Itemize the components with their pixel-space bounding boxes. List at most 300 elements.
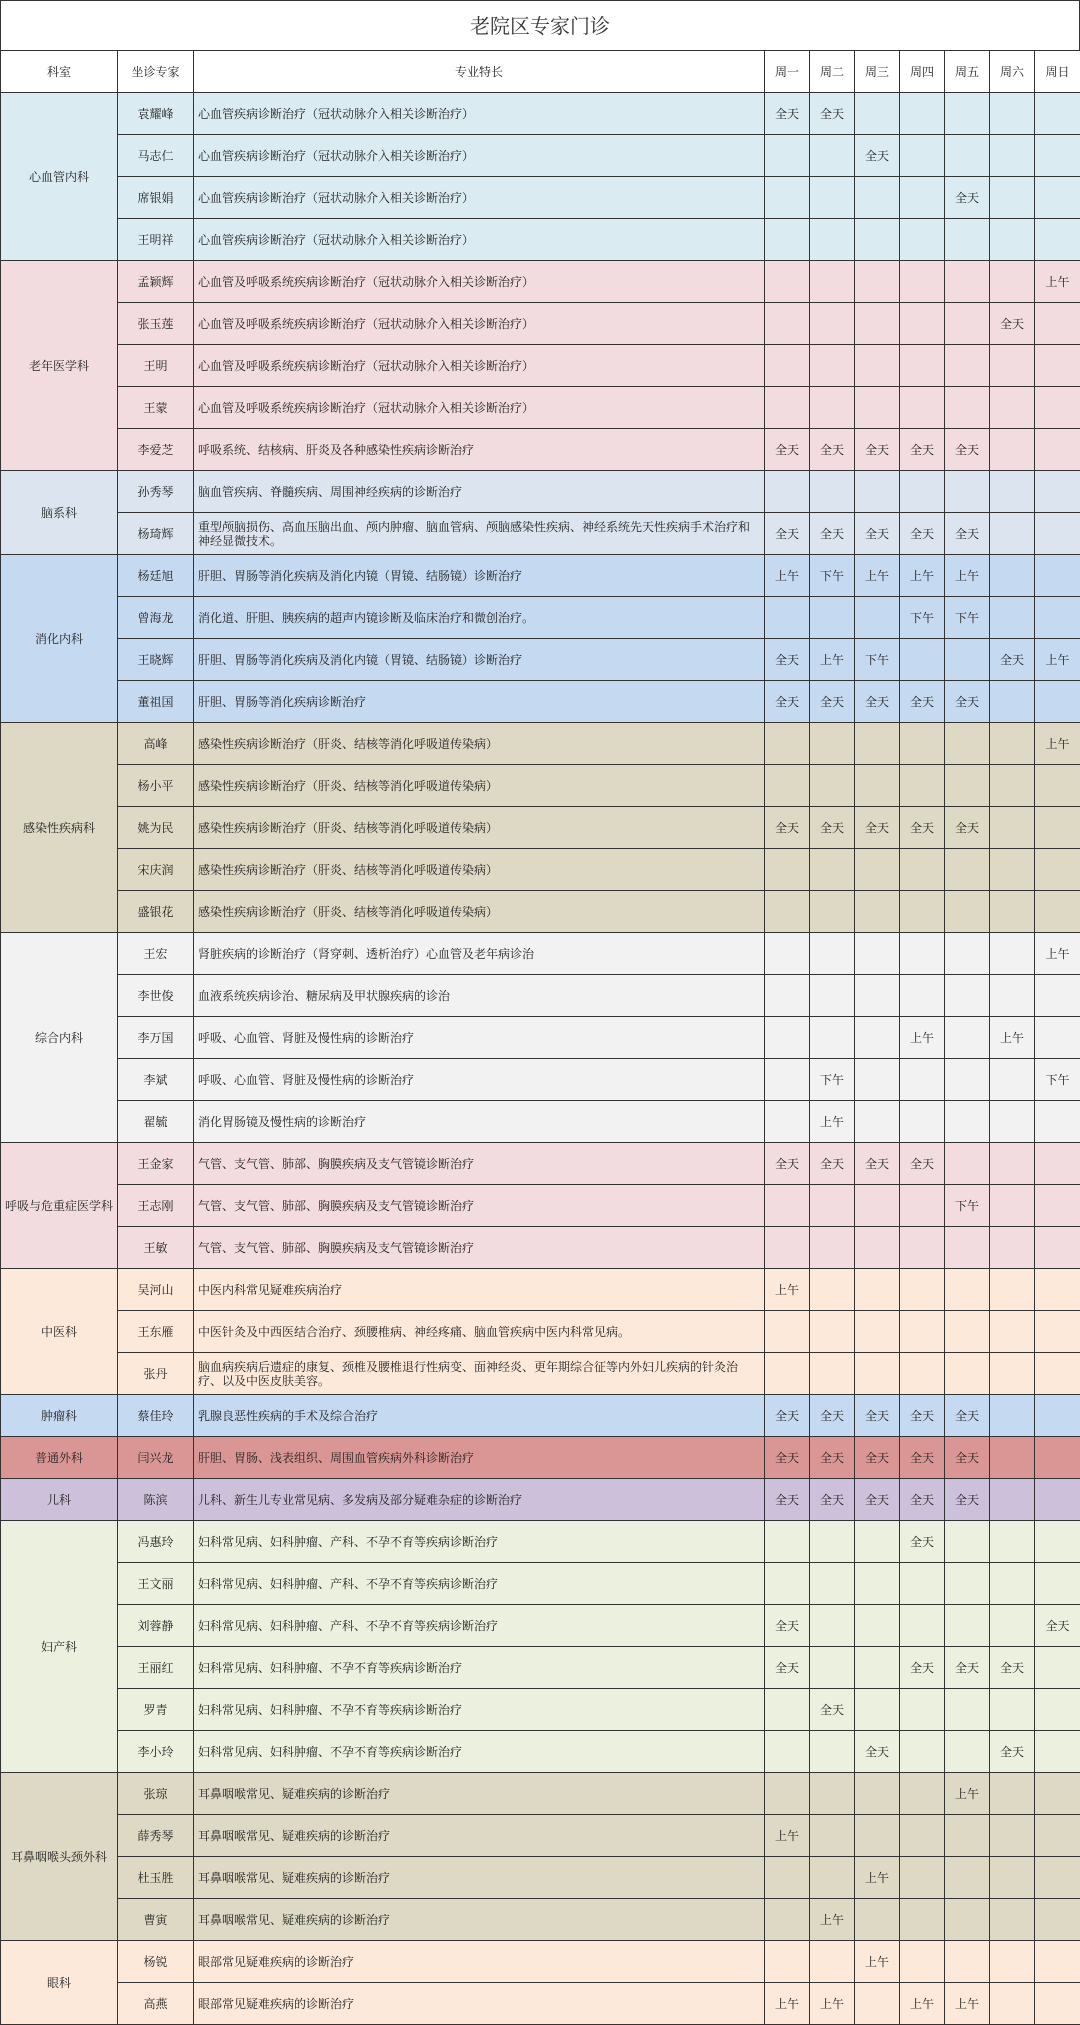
specialty-cell: 重型颅脑损伤、高血压脑出血、颅内肿瘤、脑血管病、颅脑感染性疾病、神经系统先天性疾病手术治疗和神经显微技术。 xyxy=(194,513,765,555)
department-cell: 肿瘤科 xyxy=(1,1395,118,1437)
schedule-cell xyxy=(900,345,945,387)
doctor-name-cell: 曾海龙 xyxy=(118,597,194,639)
schedule-cell: 全天 xyxy=(765,429,810,471)
schedule-cell: 全天 xyxy=(990,1647,1035,1689)
schedule-cell: 下午 xyxy=(855,639,900,681)
schedule-cell: 全天 xyxy=(900,681,945,723)
specialty-cell: 妇科常见病、妇科肿瘤、不孕不育等疾病诊断治疗 xyxy=(194,1689,765,1731)
specialty-cell: 中医内科常见疑难疾病治疗 xyxy=(194,1269,765,1311)
schedule-cell xyxy=(1035,765,1080,807)
doctor-name-cell: 李小玲 xyxy=(118,1731,194,1773)
schedule-cell xyxy=(900,1185,945,1227)
specialty-cell: 中医针灸及中西医结合治疗、颈腰椎病、神经疼痛、脑血管疾病中医内科常见病。 xyxy=(194,1311,765,1353)
schedule-cell xyxy=(765,219,810,261)
schedule-cell xyxy=(990,135,1035,177)
schedule-cell xyxy=(990,975,1035,1017)
specialty-cell: 消化道、肝胆、胰疾病的超声内镜诊断及临床治疗和微创治疗。 xyxy=(194,597,765,639)
schedule-cell xyxy=(900,1815,945,1857)
schedule-cell xyxy=(810,1857,855,1899)
schedule-cell xyxy=(945,1857,990,1899)
schedule-cell: 全天 xyxy=(945,681,990,723)
table-row xyxy=(1,471,1080,513)
schedule-cell xyxy=(900,1269,945,1311)
table-row xyxy=(1,93,1080,135)
schedule-cell xyxy=(1035,1899,1080,1941)
schedule-cell xyxy=(855,1563,900,1605)
schedule-cell xyxy=(1035,807,1080,849)
table-row xyxy=(1,1185,1080,1227)
table-row xyxy=(1,1101,1080,1143)
schedule-cell xyxy=(765,1689,810,1731)
schedule-cell xyxy=(1035,1731,1080,1773)
doctor-name-cell: 袁耀峰 xyxy=(118,93,194,135)
schedule-cell: 全天 xyxy=(945,1647,990,1689)
schedule-cell xyxy=(945,1143,990,1185)
schedule-cell xyxy=(900,1941,945,1983)
schedule-cell xyxy=(855,891,900,933)
department-cell: 中医科 xyxy=(1,1269,118,1395)
header-fri: 周五 xyxy=(945,51,990,93)
table-row xyxy=(1,177,1080,219)
schedule-cell: 下午 xyxy=(1035,1059,1080,1101)
schedule-cell xyxy=(855,933,900,975)
schedule-cell xyxy=(765,471,810,513)
doctor-name-cell: 董祖国 xyxy=(118,681,194,723)
schedule-cell: 全天 xyxy=(810,807,855,849)
schedule-cell xyxy=(810,849,855,891)
schedule-cell xyxy=(900,1899,945,1941)
doctor-name-cell: 张琼 xyxy=(118,1773,194,1815)
table-row xyxy=(1,1605,1080,1647)
schedule-cell: 上午 xyxy=(765,1269,810,1311)
schedule-cell: 全天 xyxy=(810,1437,855,1479)
specialty-cell: 脑血管疾病、脊髓疾病、周围神经疾病的诊断治疗 xyxy=(194,471,765,513)
schedule-cell xyxy=(945,975,990,1017)
schedule-cell xyxy=(810,387,855,429)
specialty-cell: 妇科常见病、妇科肿瘤、产科、不孕不育等疾病诊断治疗 xyxy=(194,1563,765,1605)
schedule-cell xyxy=(765,723,810,765)
schedule-cell xyxy=(900,1353,945,1395)
schedule-cell xyxy=(990,1479,1035,1521)
doctor-name-cell: 翟毓 xyxy=(118,1101,194,1143)
schedule-cell: 全天 xyxy=(765,513,810,555)
schedule-cell xyxy=(990,1689,1035,1731)
schedule-cell xyxy=(810,219,855,261)
schedule-cell xyxy=(1035,1353,1080,1395)
schedule-cell xyxy=(990,219,1035,261)
table-row xyxy=(1,387,1080,429)
schedule-cell xyxy=(945,261,990,303)
specialty-cell: 血液系统疾病诊治、糖尿病及甲状腺疾病的诊治 xyxy=(194,975,765,1017)
schedule-cell: 全天 xyxy=(765,1647,810,1689)
schedule-cell xyxy=(990,261,1035,303)
schedule-cell xyxy=(855,1185,900,1227)
schedule-cell xyxy=(855,1227,900,1269)
schedule-cell xyxy=(810,1185,855,1227)
department-cell: 综合内科 xyxy=(1,933,118,1143)
table-row xyxy=(1,1521,1080,1563)
clinic-schedule-table xyxy=(0,50,1080,2025)
schedule-cell: 全天 xyxy=(900,1395,945,1437)
schedule-cell xyxy=(1035,975,1080,1017)
schedule-cell: 全天 xyxy=(990,639,1035,681)
schedule-cell: 上午 xyxy=(945,1773,990,1815)
schedule-cell xyxy=(900,1227,945,1269)
schedule-cell xyxy=(1035,1983,1080,2025)
doctor-name-cell: 高峰 xyxy=(118,723,194,765)
schedule-cell: 全天 xyxy=(765,1605,810,1647)
schedule-cell xyxy=(990,1521,1035,1563)
schedule-cell: 全天 xyxy=(855,1731,900,1773)
table-row xyxy=(1,765,1080,807)
schedule-cell xyxy=(990,1563,1035,1605)
doctor-name-cell: 李斌 xyxy=(118,1059,194,1101)
schedule-cell xyxy=(765,261,810,303)
schedule-cell xyxy=(945,345,990,387)
schedule-cell xyxy=(945,1941,990,1983)
schedule-cell xyxy=(855,723,900,765)
schedule-cell xyxy=(855,471,900,513)
specialty-cell: 肝胆、胃肠等消化疾病及消化内镜（胃镜、结肠镜）诊断治疗 xyxy=(194,555,765,597)
table-row xyxy=(1,1311,1080,1353)
schedule-cell xyxy=(810,345,855,387)
specialty-cell: 肾脏疾病的诊断治疗（肾穿刺、透析治疗）心血管及老年病诊治 xyxy=(194,933,765,975)
specialty-cell: 呼吸、心血管、肾脏及慢性病的诊断治疗 xyxy=(194,1017,765,1059)
schedule-cell xyxy=(1035,1689,1080,1731)
table-row xyxy=(1,1647,1080,1689)
schedule-cell xyxy=(765,1899,810,1941)
schedule-cell xyxy=(990,471,1035,513)
schedule-cell xyxy=(945,471,990,513)
schedule-cell: 上午 xyxy=(855,555,900,597)
schedule-cell: 上午 xyxy=(765,1815,810,1857)
schedule-cell xyxy=(765,177,810,219)
schedule-cell xyxy=(765,1017,810,1059)
table-row xyxy=(1,1563,1080,1605)
schedule-cell xyxy=(990,1899,1035,1941)
schedule-cell: 上午 xyxy=(1035,639,1080,681)
schedule-cell: 全天 xyxy=(765,639,810,681)
schedule-cell xyxy=(855,597,900,639)
schedule-cell xyxy=(1035,1815,1080,1857)
table-row xyxy=(1,639,1080,681)
schedule-cell xyxy=(990,555,1035,597)
schedule-cell xyxy=(1035,1773,1080,1815)
schedule-cell: 全天 xyxy=(855,1143,900,1185)
schedule-cell xyxy=(765,765,810,807)
schedule-cell xyxy=(900,975,945,1017)
schedule-cell: 全天 xyxy=(945,177,990,219)
schedule-cell: 全天 xyxy=(765,807,810,849)
schedule-cell xyxy=(990,1437,1035,1479)
schedule-cell: 上午 xyxy=(945,1983,990,2025)
schedule-cell xyxy=(990,891,1035,933)
schedule-cell xyxy=(765,1563,810,1605)
table-row xyxy=(1,1941,1080,1983)
schedule-cell xyxy=(945,1227,990,1269)
table-row xyxy=(1,1479,1080,1521)
schedule-cell xyxy=(1035,1647,1080,1689)
schedule-cell xyxy=(765,387,810,429)
specialty-cell: 妇科常见病、妇科肿瘤、不孕不育等疾病诊断治疗 xyxy=(194,1731,765,1773)
schedule-cell xyxy=(855,1815,900,1857)
header-doctor: 坐诊专家 xyxy=(118,51,194,93)
schedule-cell xyxy=(855,1059,900,1101)
doctor-name-cell: 王文丽 xyxy=(118,1563,194,1605)
schedule-cell xyxy=(990,1185,1035,1227)
table-row xyxy=(1,1857,1080,1899)
schedule-cell: 上午 xyxy=(855,1941,900,1983)
schedule-cell xyxy=(900,1857,945,1899)
schedule-cell xyxy=(990,1815,1035,1857)
schedule-cell xyxy=(810,933,855,975)
schedule-cell: 上午 xyxy=(900,555,945,597)
doctor-name-cell: 杨廷旭 xyxy=(118,555,194,597)
schedule-cell: 上午 xyxy=(810,1101,855,1143)
schedule-cell xyxy=(1035,1521,1080,1563)
doctor-name-cell: 杜玉胜 xyxy=(118,1857,194,1899)
doctor-name-cell: 王蒙 xyxy=(118,387,194,429)
specialty-cell: 心血管疾病诊断治疗（冠状动脉介入相关诊断治疗） xyxy=(194,135,765,177)
schedule-cell xyxy=(855,93,900,135)
schedule-cell xyxy=(1035,345,1080,387)
specialty-cell: 气管、支气管、肺部、胸膜疾病及支气管镜诊断治疗 xyxy=(194,1227,765,1269)
doctor-name-cell: 曹寅 xyxy=(118,1899,194,1941)
schedule-cell xyxy=(855,219,900,261)
schedule-cell xyxy=(945,723,990,765)
schedule-cell: 全天 xyxy=(765,1395,810,1437)
schedule-cell xyxy=(855,345,900,387)
schedule-cell xyxy=(900,933,945,975)
schedule-cell xyxy=(1035,1185,1080,1227)
schedule-cell xyxy=(810,1227,855,1269)
schedule-cell: 全天 xyxy=(900,429,945,471)
schedule-cell xyxy=(900,723,945,765)
schedule-cell xyxy=(1035,429,1080,471)
table-row xyxy=(1,1773,1080,1815)
schedule-cell xyxy=(765,1101,810,1143)
schedule-cell xyxy=(855,1353,900,1395)
schedule-cell xyxy=(855,303,900,345)
schedule-cell xyxy=(900,1311,945,1353)
schedule-cell: 全天 xyxy=(945,513,990,555)
schedule-cell: 全天 xyxy=(855,1479,900,1521)
specialty-cell: 耳鼻咽喉常见、疑难疾病的诊断治疗 xyxy=(194,1815,765,1857)
header-mon: 周一 xyxy=(765,51,810,93)
schedule-cell: 全天 xyxy=(810,429,855,471)
schedule-cell xyxy=(1035,303,1080,345)
schedule-cell: 上午 xyxy=(810,1899,855,1941)
schedule-cell xyxy=(810,1521,855,1563)
schedule-cell xyxy=(900,177,945,219)
schedule-cell xyxy=(900,1773,945,1815)
schedule-cell xyxy=(1035,93,1080,135)
schedule-cell xyxy=(945,1521,990,1563)
schedule-cell xyxy=(945,849,990,891)
header-wed: 周三 xyxy=(855,51,900,93)
schedule-cell xyxy=(900,1059,945,1101)
header-sun: 周日 xyxy=(1035,51,1080,93)
schedule-cell xyxy=(990,1143,1035,1185)
schedule-cell xyxy=(990,513,1035,555)
specialty-cell: 心血管疾病诊断治疗（冠状动脉介入相关诊断治疗） xyxy=(194,93,765,135)
schedule-cell xyxy=(900,135,945,177)
schedule-cell: 全天 xyxy=(765,1143,810,1185)
schedule-cell: 下午 xyxy=(945,1185,990,1227)
specialty-cell: 眼部常见疑难疾病的诊断治疗 xyxy=(194,1941,765,1983)
specialty-cell: 气管、支气管、肺部、胸膜疾病及支气管镜诊断治疗 xyxy=(194,1143,765,1185)
specialty-cell: 心血管疾病诊断治疗（冠状动脉介入相关诊断治疗） xyxy=(194,177,765,219)
schedule-cell xyxy=(810,597,855,639)
specialty-cell: 心血管及呼吸系统疾病诊断治疗（冠状动脉介入相关诊断治疗） xyxy=(194,303,765,345)
table-row xyxy=(1,1017,1080,1059)
specialty-cell: 耳鼻咽喉常见、疑难疾病的诊断治疗 xyxy=(194,1773,765,1815)
schedule-cell xyxy=(945,1605,990,1647)
schedule-cell xyxy=(945,1311,990,1353)
table-row xyxy=(1,1227,1080,1269)
schedule-cell xyxy=(765,1353,810,1395)
schedule-cell xyxy=(990,1941,1035,1983)
schedule-cell xyxy=(1035,513,1080,555)
schedule-cell xyxy=(1035,387,1080,429)
table-row xyxy=(1,1437,1080,1479)
schedule-cell xyxy=(765,975,810,1017)
schedule-cell xyxy=(765,597,810,639)
doctor-name-cell: 闫兴龙 xyxy=(118,1437,194,1479)
schedule-cell xyxy=(945,93,990,135)
department-cell: 老年医学科 xyxy=(1,261,118,471)
schedule-cell xyxy=(810,471,855,513)
schedule-cell xyxy=(1035,1227,1080,1269)
schedule-cell xyxy=(855,1101,900,1143)
schedule-cell xyxy=(855,849,900,891)
schedule-cell xyxy=(765,1773,810,1815)
specialty-cell: 气管、支气管、肺部、胸膜疾病及支气管镜诊断治疗 xyxy=(194,1185,765,1227)
schedule-cell: 上午 xyxy=(1035,723,1080,765)
schedule-cell xyxy=(810,303,855,345)
table-row xyxy=(1,597,1080,639)
schedule-cell xyxy=(990,1353,1035,1395)
schedule-cell xyxy=(945,135,990,177)
specialty-cell: 妇科常见病、妇科肿瘤、不孕不育等疾病诊断治疗 xyxy=(194,1647,765,1689)
schedule-cell xyxy=(900,1563,945,1605)
doctor-name-cell: 王晓辉 xyxy=(118,639,194,681)
schedule-cell: 全天 xyxy=(765,681,810,723)
schedule-cell xyxy=(1035,1563,1080,1605)
schedule-cell: 下午 xyxy=(900,597,945,639)
schedule-cell: 上午 xyxy=(990,1017,1035,1059)
schedule-cell xyxy=(900,849,945,891)
schedule-cell xyxy=(990,723,1035,765)
schedule-cell: 上午 xyxy=(765,1983,810,2025)
schedule-cell: 全天 xyxy=(810,1689,855,1731)
specialty-cell: 感染性疾病诊断治疗（肝炎、结核等消化呼吸道传染病） xyxy=(194,807,765,849)
schedule-cell xyxy=(990,1605,1035,1647)
table-row xyxy=(1,933,1080,975)
schedule-cell xyxy=(900,1689,945,1731)
table-row xyxy=(1,1731,1080,1773)
schedule-cell: 上午 xyxy=(900,1983,945,2025)
schedule-cell xyxy=(765,933,810,975)
schedule-cell xyxy=(900,261,945,303)
schedule-cell xyxy=(855,1899,900,1941)
doctor-name-cell: 姚为民 xyxy=(118,807,194,849)
table-row xyxy=(1,135,1080,177)
schedule-cell xyxy=(990,93,1035,135)
doctor-name-cell: 王宏 xyxy=(118,933,194,975)
schedule-cell xyxy=(945,1815,990,1857)
schedule-cell xyxy=(990,933,1035,975)
schedule-cell: 全天 xyxy=(810,681,855,723)
schedule-cell xyxy=(765,849,810,891)
specialty-cell: 心血管及呼吸系统疾病诊断治疗（冠状动脉介入相关诊断治疗） xyxy=(194,261,765,303)
schedule-cell xyxy=(945,1689,990,1731)
schedule-cell: 全天 xyxy=(855,681,900,723)
schedule-cell: 全天 xyxy=(810,1395,855,1437)
schedule-cell xyxy=(810,1563,855,1605)
table-row xyxy=(1,849,1080,891)
schedule-cell: 下午 xyxy=(810,555,855,597)
schedule-cell xyxy=(855,1017,900,1059)
schedule-cell xyxy=(810,765,855,807)
table-row xyxy=(1,1689,1080,1731)
schedule-cell xyxy=(765,1227,810,1269)
schedule-cell xyxy=(765,891,810,933)
doctor-name-cell: 席银娟 xyxy=(118,177,194,219)
schedule-cell xyxy=(945,933,990,975)
schedule-cell: 上午 xyxy=(810,1983,855,2025)
schedule-cell xyxy=(945,1899,990,1941)
schedule-cell: 上午 xyxy=(765,555,810,597)
schedule-cell xyxy=(945,1269,990,1311)
schedule-cell xyxy=(1035,1269,1080,1311)
table-row xyxy=(1,513,1080,555)
schedule-cell xyxy=(990,1311,1035,1353)
header-tue: 周二 xyxy=(810,51,855,93)
schedule-cell xyxy=(900,387,945,429)
department-cell: 脑系科 xyxy=(1,471,118,555)
doctor-name-cell: 李万国 xyxy=(118,1017,194,1059)
schedule-cell: 全天 xyxy=(810,513,855,555)
specialty-cell: 感染性疾病诊断治疗（肝炎、结核等消化呼吸道传染病） xyxy=(194,765,765,807)
schedule-cell xyxy=(855,1773,900,1815)
specialty-cell: 呼吸系统、结核病、肝炎及各种感染性疾病诊断治疗 xyxy=(194,429,765,471)
schedule-cell xyxy=(855,261,900,303)
schedule-cell xyxy=(765,1521,810,1563)
specialty-cell: 妇科常见病、妇科肿瘤、产科、不孕不育等疾病诊断治疗 xyxy=(194,1521,765,1563)
schedule-cell xyxy=(900,303,945,345)
schedule-cell xyxy=(945,639,990,681)
specialty-cell: 呼吸、心血管、肾脏及慢性病的诊断治疗 xyxy=(194,1059,765,1101)
specialty-cell: 脑血病疾病后遗症的康复、颈椎及腰椎退行性病变、面神经炎、更年期综合征等内外妇儿疾病的针灸治疗、以及中医皮肤美容。 xyxy=(194,1353,765,1395)
page-title: 老院区专家门诊 xyxy=(0,0,1080,50)
table-row xyxy=(1,723,1080,765)
doctor-name-cell: 王明祥 xyxy=(118,219,194,261)
schedule-cell: 全天 xyxy=(765,1479,810,1521)
doctor-name-cell: 陈滨 xyxy=(118,1479,194,1521)
schedule-cell: 全天 xyxy=(900,513,945,555)
schedule-cell xyxy=(765,303,810,345)
schedule-cell xyxy=(855,1647,900,1689)
schedule-cell: 全天 xyxy=(900,1521,945,1563)
schedule-cell: 全天 xyxy=(855,135,900,177)
schedule-cell: 全天 xyxy=(990,303,1035,345)
schedule-cell xyxy=(765,1311,810,1353)
schedule-cell xyxy=(810,177,855,219)
schedule-cell xyxy=(990,807,1035,849)
specialty-cell: 儿科、新生儿专业常见病、多发病及部分疑难杂症的诊断治疗 xyxy=(194,1479,765,1521)
schedule-cell xyxy=(900,639,945,681)
